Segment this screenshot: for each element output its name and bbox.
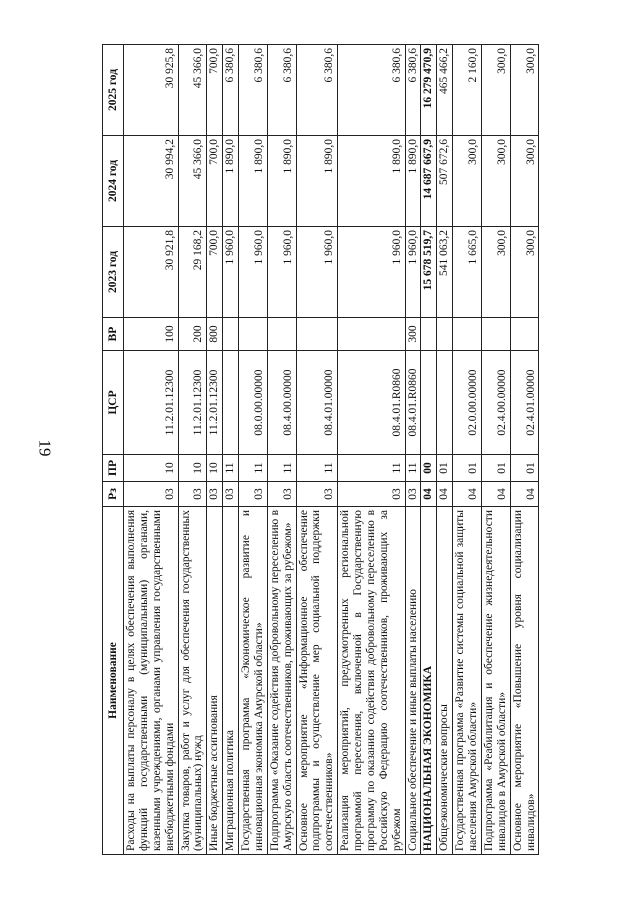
cell-rz: 04 (481, 482, 510, 507)
cell-2024: 1 890,0 (296, 136, 338, 227)
cell-vr (481, 318, 510, 351)
cell-name: Подпрограмма «Оказание содействия добровольному переселению в Амурскую область соотечественников, проживающих за рубежом» (267, 507, 296, 855)
cell-2025: 6 380,6 (405, 45, 421, 136)
budget-table-rotated (102, 45, 583, 855)
table-row (296, 45, 338, 855)
header-2024: 2024 год (103, 136, 124, 227)
cell-2025: 6 380,6 (338, 45, 405, 136)
cell-2023: 541 063,2 (437, 227, 453, 318)
cell-name: Расходы на выплаты персоналу в целях обеспечения выполнения функций государственными (муниципальными) органами, казенными учреждениями, органами управления государственными внебюджетными фондами (124, 507, 179, 855)
cell-2025: 6 380,6 (267, 45, 296, 136)
cell-csr: 11.2.01.12300 (124, 351, 179, 455)
cell-2025: 700,0 (207, 45, 223, 136)
cell-pr: 10 (178, 455, 207, 482)
cell-2025: 6 380,6 (239, 45, 268, 136)
cell-vr: 100 (124, 318, 179, 351)
cell-name: Закупка товаров, работ и услуг для обеспечения государственных (муниципальных) нужд (178, 507, 207, 855)
header-name: Наименование (103, 507, 124, 855)
table-row (405, 45, 421, 855)
cell-2024: 1 890,0 (267, 136, 296, 227)
cell-csr: 08.4.01.00000 (296, 351, 338, 455)
cell-rz: 03 (223, 482, 239, 507)
cell-csr: 02.4.00.00000 (481, 351, 510, 455)
cell-rz: 03 (178, 482, 207, 507)
cell-2025: 45 366,0 (178, 45, 207, 136)
cell-2023: 300,0 (510, 227, 539, 318)
cell-name: Основное мероприятие «Информационное обеспечение подпрограммы и осуществление мер социальной поддержки соотечественников» (296, 507, 338, 855)
cell-name: НАЦИОНАЛЬНАЯ ЭКОНОМИКА (421, 507, 437, 855)
cell-rz: 04 (453, 482, 482, 507)
cell-rz: 04 (437, 482, 453, 507)
cell-2025: 6 380,6 (296, 45, 338, 136)
cell-2024: 300,0 (453, 136, 482, 227)
cell-2023: 1 960,0 (239, 227, 268, 318)
cell-csr: 08.4.01.R0860 (405, 351, 421, 455)
cell-2023: 29 168,2 (178, 227, 207, 318)
cell-2024: 1 890,0 (405, 136, 421, 227)
cell-rz: 03 (207, 482, 223, 507)
header-2023: 2023 год (103, 227, 124, 318)
cell-csr: 02.0.00.00000 (453, 351, 482, 455)
table-row (124, 45, 179, 855)
header-rz: Рз (103, 482, 124, 507)
cell-csr: 08.4.01.R0860 (338, 351, 405, 455)
table-row (239, 45, 268, 855)
cell-vr: 300 (405, 318, 421, 351)
table-row (453, 45, 482, 855)
cell-2023: 1 960,0 (338, 227, 405, 318)
cell-2023: 300,0 (481, 227, 510, 318)
cell-2023: 15 678 519,7 (421, 227, 437, 318)
cell-pr: 01 (510, 455, 539, 482)
cell-2024: 300,0 (481, 136, 510, 227)
cell-rz: 03 (124, 482, 179, 507)
cell-rz: 03 (239, 482, 268, 507)
table-row (338, 45, 405, 855)
table-row (510, 45, 539, 855)
table-row (267, 45, 296, 855)
table-body (124, 45, 539, 855)
header-pr: ПР (103, 455, 124, 482)
cell-rz: 03 (405, 482, 421, 507)
cell-name: Миграционная политика (223, 507, 239, 855)
cell-2024: 700,0 (207, 136, 223, 227)
cell-2025: 6 380,6 (223, 45, 239, 136)
cell-2025: 300,0 (481, 45, 510, 136)
cell-csr: 02.4.01.00000 (510, 351, 539, 455)
cell-vr: 200 (178, 318, 207, 351)
cell-rz: 03 (267, 482, 296, 507)
cell-name: Подпрограмма «Реабилитация и обеспечение жизнедеятельности инвалидов в Амурской области» (481, 507, 510, 855)
cell-pr: 10 (124, 455, 179, 482)
cell-pr: 11 (296, 455, 338, 482)
cell-name: Реализация мероприятий, предусмотренных региональной программой переселения, включенной в Государственную программу по оказанию содействия добровольному переселению в Российскую Федерацию соотечественников, проживающих за рубежом (338, 507, 405, 855)
cell-2023: 700,0 (207, 227, 223, 318)
table-row (421, 45, 437, 855)
budget-table (102, 44, 539, 855)
cell-2025: 16 279 470,9 (421, 45, 437, 136)
cell-vr (437, 318, 453, 351)
cell-pr: 11 (239, 455, 268, 482)
cell-vr: 800 (207, 318, 223, 351)
cell-2023: 1 960,0 (405, 227, 421, 318)
cell-pr: 10 (207, 455, 223, 482)
page-number: 19 (35, 439, 55, 457)
cell-vr (510, 318, 539, 351)
header-vr: ВР (103, 318, 124, 351)
cell-2025: 30 925,8 (124, 45, 179, 136)
cell-vr (453, 318, 482, 351)
cell-name: Основное мероприятие «Повышение уровня социализации инвалидов» (510, 507, 539, 855)
cell-2023: 1 960,0 (223, 227, 239, 318)
cell-2025: 465 466,2 (437, 45, 453, 136)
cell-2023: 1 665,0 (453, 227, 482, 318)
cell-rz: 03 (296, 482, 338, 507)
cell-vr (421, 318, 437, 351)
cell-csr: 08.4.00.00000 (267, 351, 296, 455)
cell-2023: 1 960,0 (296, 227, 338, 318)
cell-name: Общеэкономические вопросы (437, 507, 453, 855)
cell-pr: 11 (267, 455, 296, 482)
table-row (223, 45, 239, 855)
cell-pr: 11 (405, 455, 421, 482)
cell-pr: 01 (481, 455, 510, 482)
cell-csr: 11.2.01.12300 (207, 351, 223, 455)
cell-2025: 2 160,0 (453, 45, 482, 136)
cell-vr (223, 318, 239, 351)
cell-vr (296, 318, 338, 351)
cell-pr: 11 (223, 455, 239, 482)
table-header-row (103, 45, 124, 855)
cell-name: Государственная программа «Развитие системы социальной защиты населения Амурской области» (453, 507, 482, 855)
cell-pr: 00 (421, 455, 437, 482)
cell-2024: 1 890,0 (239, 136, 268, 227)
cell-vr (239, 318, 268, 351)
header-csr: ЦСР (103, 351, 124, 455)
cell-csr (421, 351, 437, 455)
cell-pr: 01 (453, 455, 482, 482)
cell-2023: 30 921,8 (124, 227, 179, 318)
cell-csr (437, 351, 453, 455)
table-row (178, 45, 207, 855)
cell-pr: 01 (437, 455, 453, 482)
cell-rz: 04 (421, 482, 437, 507)
cell-2024: 507 672,6 (437, 136, 453, 227)
cell-rz: 03 (338, 482, 405, 507)
table-row (437, 45, 453, 855)
cell-name: Государственная программа «Экономическое развитие и инновационная экономика Амурской области» (239, 507, 268, 855)
cell-vr (267, 318, 296, 351)
cell-csr: 11.2.01.12300 (178, 351, 207, 455)
cell-2025: 300,0 (510, 45, 539, 136)
cell-2023: 1 960,0 (267, 227, 296, 318)
cell-name: Иные бюджетные ассигнования (207, 507, 223, 855)
cell-2024: 30 994,2 (124, 136, 179, 227)
cell-rz: 04 (510, 482, 539, 507)
header-2025: 2025 год (103, 45, 124, 136)
cell-2024: 1 890,0 (223, 136, 239, 227)
cell-csr (223, 351, 239, 455)
cell-2024: 45 366,0 (178, 136, 207, 227)
cell-2024: 300,0 (510, 136, 539, 227)
cell-vr (338, 318, 405, 351)
cell-name: Социальное обеспечение и иные выплаты населению (405, 507, 421, 855)
cell-csr: 08.0.00.00000 (239, 351, 268, 455)
cell-2024: 1 890,0 (338, 136, 405, 227)
table-row (481, 45, 510, 855)
cell-pr: 11 (338, 455, 405, 482)
table-row (207, 45, 223, 855)
cell-2024: 14 687 667,9 (421, 136, 437, 227)
